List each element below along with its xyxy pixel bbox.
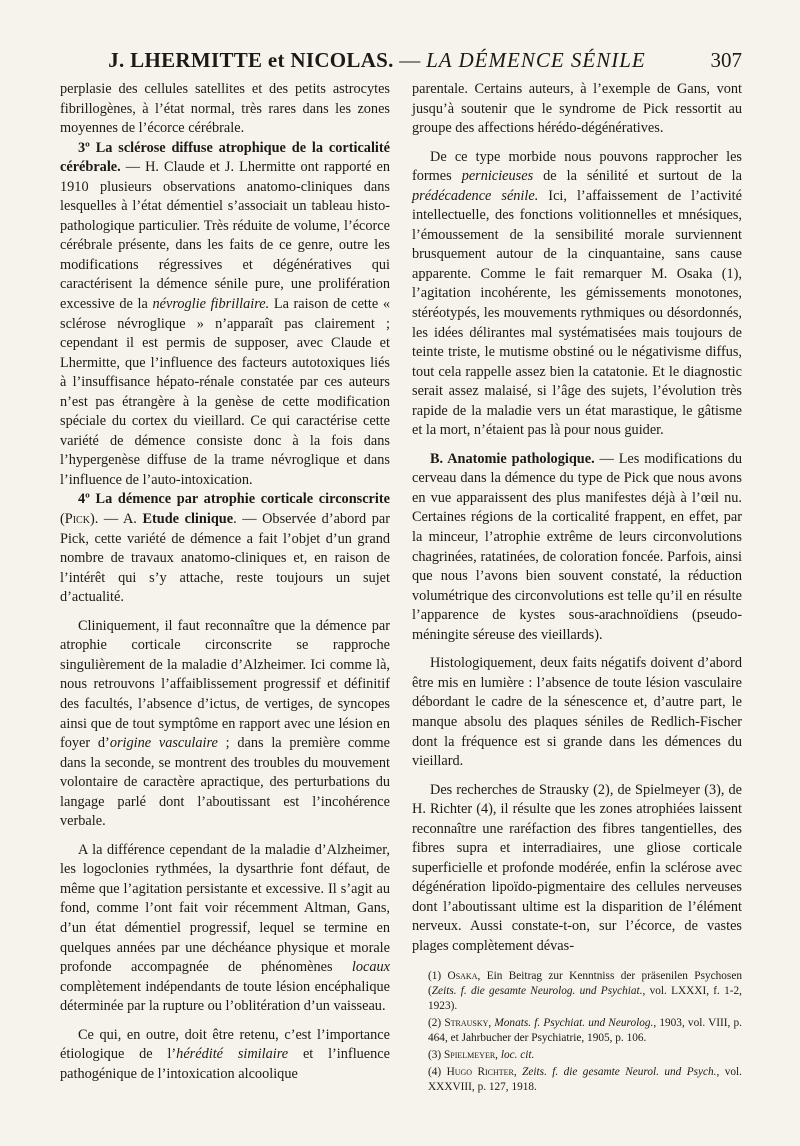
text-run: De ce type morbide nous pouvons rapprocher les formes (412, 148, 742, 185)
footnote (412, 1048, 742, 1063)
footnote-author: Osaka (447, 969, 478, 982)
italic-run: Zeits. f. die gesamte Neurolog. und Psychiat. (431, 984, 643, 997)
text-run: Ce qui, en outre, doit être retenu, c’est l’importance étiologique de l’ (60, 1026, 390, 1063)
text-run: , (488, 1016, 495, 1029)
footnote (412, 1016, 742, 1046)
italic-run: névroglie fibrillaire. (152, 296, 270, 313)
footnote-number: (4) (428, 1065, 447, 1078)
text-run: — Les modifications du cerveau dans la démence du type de Pick que nous avons en vue apparaissent des plus manifestes déjà à l’œil nu. Certaines régions de la corticalité frappent, en effet, par la minceur, l’atrophie extrême de leurs circonvolutions chagrinées, ratatinées, de coloration foncée. Parfois, ainsi que nous l’avons bien souvent constaté, la réduction volumétrique des circonvolutions est telle qu’il en résulte l’apparence de kystes sous-arachnoïdiens (pseudo-méningite séreuse des vieillards). (412, 450, 742, 643)
section-3-heading: 3º La sclérose diffuse atrophique de la corticalité cérébrale. (60, 139, 390, 176)
header-authors: J. LHERMITTE et NICOLAS. (108, 47, 394, 72)
paragraph (60, 1026, 390, 1085)
text-run: ; dans la première comme dans la seconde, se montrent des troubles du mouvement volontaire de caractère apractique, des perturbations du langage parlé dont l’aboutissant est l’incohérence verbale. (60, 735, 391, 830)
paragraph (60, 841, 390, 1017)
header-dash: — (393, 47, 427, 72)
italic-run: pernicieuses (461, 168, 534, 185)
text-run: . — A. (94, 511, 143, 528)
footnote-author: Hugo Richter (446, 1065, 514, 1078)
running-title (56, 48, 698, 73)
paragraph: Des recherches de Strausky (2), de Spielmeyer (3), de H. Richter (4), il résulte que les zones atrophiées laissent reconnaître une raréfaction des fibres tangentielles, des fibres supra et interradiaires, une gliose corticale superficielle et profonde modérée, enfin la sclérose avec dégénération lipoïdo-pigmentaire des cellules nerveuses dont l’aboutissant ultime est la disparition de l’élément nerveux. Aussi constate-t-on, sur l’écorce, de vastes plages complètement dévas- (412, 781, 742, 954)
header-title: LA DÉMENCE SÉNILE (426, 47, 646, 72)
text-run: , vol. LXXXI, f. 1-2, 1923). (428, 984, 742, 1012)
text-run: , 1903, vol. VIII, p. 464, et Jahrbucher der Psychiatrie, 1905, p. 106. (428, 1016, 743, 1044)
left-column (60, 80, 390, 1084)
subsection-a-heading: Etude clinique (142, 511, 234, 528)
italic-run: Monats. f. Psychiat. und Neurolog. (494, 1016, 654, 1029)
right-column (412, 80, 742, 1097)
text-run: de la sénilité et surtout de la (533, 168, 742, 185)
footnote-number: (1) (428, 969, 448, 982)
section-4-heading: 4º La démence par atrophie corticale circonscrite (78, 491, 390, 508)
text-run: , Ein Beitrag zur Kenntniss der präsenilen Psychosen ( (428, 969, 742, 997)
text-run: complètement indépendants de toute lésion encéphalique déterminée par la rupture ou l’oblitération d’un vaisseau. (60, 978, 390, 1015)
italic-run: loc. cit. (500, 1048, 535, 1061)
paragraph (412, 148, 742, 441)
paragraph (60, 617, 390, 832)
text-run: A la différence cependant de la maladie d’Alzheimer, les logoclonies rythmées, la dysarthrie font défaut, de même que l’agitation persistante et excessive. Il s’agit au fond, comme l’ont fait voir récemment Altman, Gans, d’un état démentiel progressif, lequel se termine en quelques années par une déchéance physique et morale profonde accompagnée de phénomènes (60, 841, 390, 976)
italic-run: Zeits. f. die gesamte Neurol. und Psych. (522, 1065, 717, 1078)
text-run: , vol. XXXVIII, p. 127, 1918. (428, 1065, 742, 1093)
paragraph: Histologiquement, deux faits négatifs doivent d’abord être mis en lumière : l’absence de toute lésion vasculaire débordant le cadre de la sénescence et, d’autre part, le manque absolu des plaques séniles de Redlich-Fischer dont la fréquence est si grande dans les démences du vieillard. (412, 655, 742, 770)
text-run: — H. Claude et J. Lhermitte ont rapporté en 1910 plusieurs observations anatomo-cliniques dans lesquelles à l’état démentiel s’associait un tableau histo-pathologique particulier. Très réduite de volume, l’écorce cérébrale présente, dans les faits de ce genre, outre les modifications régressives et dégénératives qui caractérisent la démence sénile pure, une prolifération excessive de la (60, 159, 390, 313)
page-number: 307 (710, 47, 742, 72)
footnote-number: (2) (428, 1016, 445, 1029)
paragraph: parentale. Certains auteurs, à l’exemple de Gans, vont jusqu’à soutenir que le syndrome de Pick ressortit au groupe des affections hérédo-dégénératives. (412, 81, 742, 137)
text-run: et l’influence pathogénique de l’intoxication alcoolique (60, 1046, 390, 1082)
section-3-paragraph (60, 139, 390, 491)
footnote (412, 1065, 742, 1095)
text-run: , (513, 1065, 523, 1078)
footnote-author: Strausky (444, 1016, 489, 1029)
section-b-heading: B. Anatomie pathologique. (430, 450, 595, 467)
pick-small-caps: Pick (64, 511, 90, 528)
text-run: La raison de cette « sclérose névroglique » n’apparaît pas clairement ; cependant il est permis de supposer, avec Claude et Lhermitte, que l’influence des facteurs autotoxiques liés à l’insuffisance hépato-rénale constatée par ces auteurs n’est pas étrangère à la genèse de cette modification spéciale du cortex du vieillard. Ce qui caractérise cette variété de démence consiste donc à la fois dans l’hypergenèse diffuse de la trame névroglique et dans l’influence de l’auto-intoxication. (60, 296, 390, 488)
text-run: , (495, 1048, 501, 1061)
text-run: Cliniquement, il faut reconnaître que la démence par atrophie corticale circonscrite se rapproche singulièrement de la maladie d’Alzheimer. Ici comme là, nous retrouvons l’affaiblissement progressif et définitif des facultés, l’absence d’ictus, de vertiges, de syncopes ainsi que de tout symptôme en rapport avec une lésion en foyer d’ (60, 617, 390, 752)
paragraph: perplasie des cellules satellites et des petits astrocytes fibrillogènes, à l’état normal, très rares dans les zones moyennes de l’écorce cérébrale. (60, 81, 390, 137)
text-run: . — Observée d’abord par Pick, cette variété de démence a fait l’objet d’un grand nombre de travaux anatomo-cliniques et, en raison de l’intérêt qui s’y attache, reste toujours un sujet d’actualité. (60, 511, 390, 606)
section-4-paragraph: 4º La démence par atrophie corticale circonscrite (Pick). — A. Etude clinique. — Observée d’abord par Pick, cette variété de démence a fait l’objet d’un grand nombre de travaux anatomo-cliniques et, en raison de l’intérêt qui s’y attache, reste toujours un sujet d’actualité. (60, 491, 390, 606)
italic-run: prédécadence sénile. (412, 187, 539, 204)
footnote-number: (3) (428, 1048, 444, 1061)
footnotes (412, 969, 742, 1095)
section-b-paragraph (412, 450, 742, 645)
italic-run: origine vasculaire (109, 735, 218, 752)
text-run: Ici, l’affaissement de l’activité intellectuelle, des fonctions volitionnelles et mnésiques, l’émoussement de la sensibilité morale surviennent brusquement autour de la cinquantaine, sans cause apparente. Comme le fait remarquer M. Osaka (1), l’agitation incohérente, les gémissements monotones, stéréotypés, les mouvements rythmiques ou désordonnés, les idées délirantes mal systématisées mais toujours de teinte triste, le mutisme obstiné ou le négativisme diffus, tout cela rappelle assez bien la catatonie. Et le diagnostic serait assez malaisé, si l’âge des sujets, l’évolution très rapide de la maladie vers un état marastique, le gâtisme et la mort, n’étaient pas là pour nous guider. (412, 187, 742, 439)
running-header (56, 40, 742, 80)
italic-run: locaux (351, 959, 390, 976)
footnote-author: Spielmeyer (444, 1048, 496, 1061)
footnote (412, 969, 742, 1014)
italic-run: hérédité similaire (176, 1046, 289, 1063)
